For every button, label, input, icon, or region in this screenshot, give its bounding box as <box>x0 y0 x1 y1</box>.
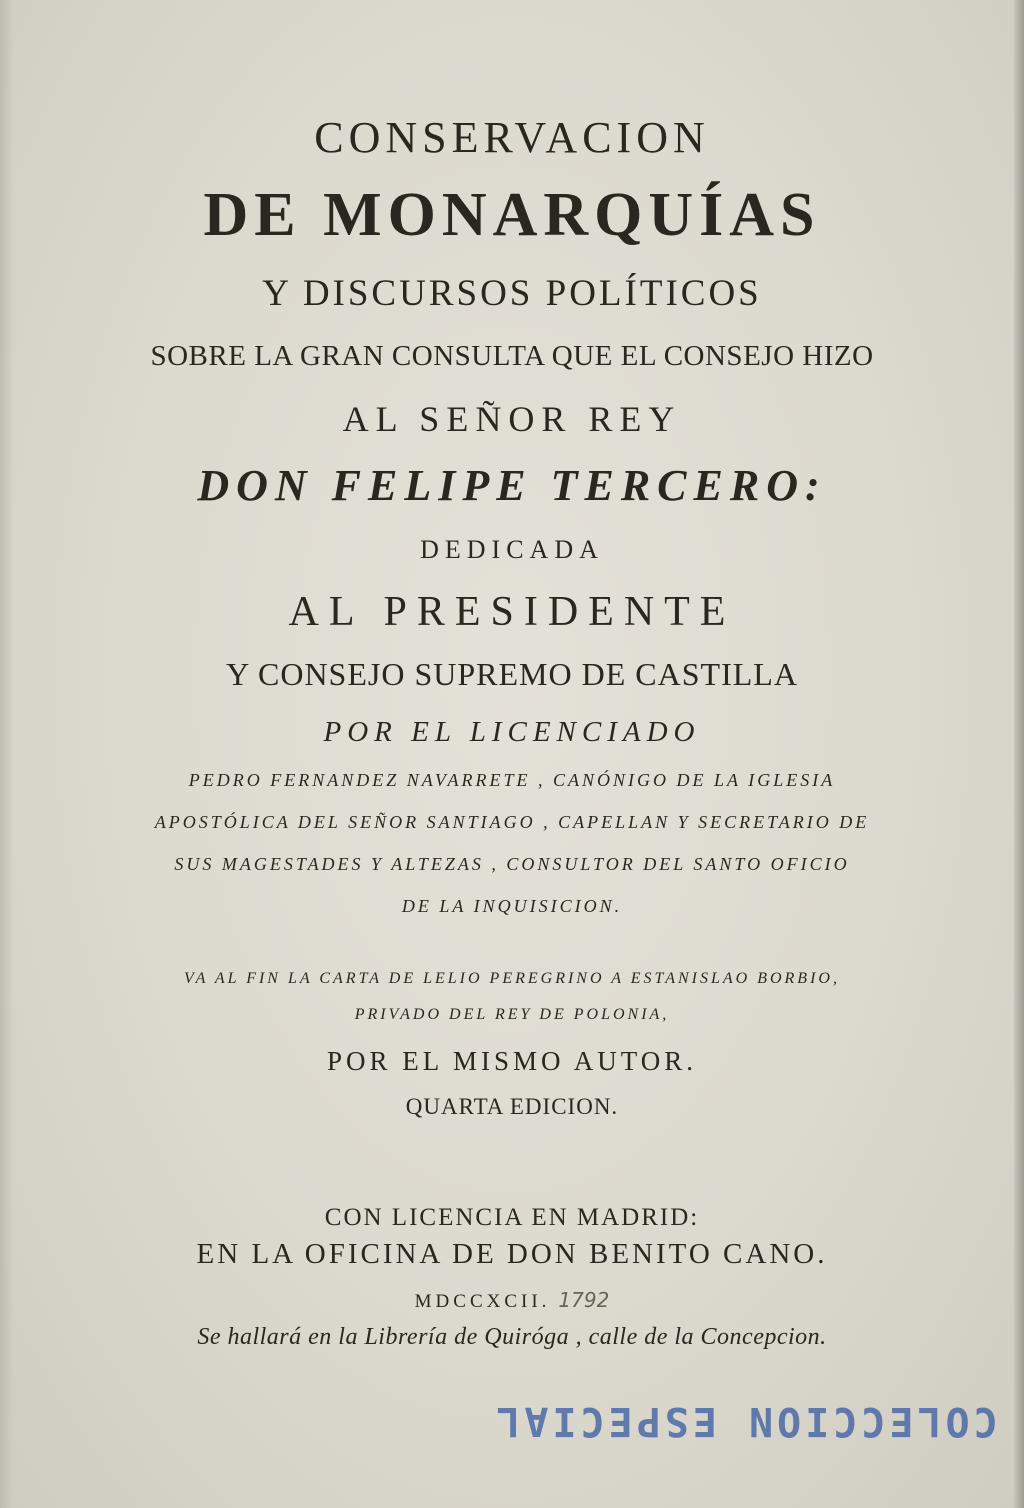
author-line-2: APOSTÓLICA DEL SEÑOR SANTIAGO , CAPELLAN Y SECRETARIO DE <box>154 812 870 832</box>
por-el-licenciado-line: POR EL LICENCIADO <box>323 716 701 748</box>
title-line-6: DON FELIPE TERCERO: <box>197 461 827 510</box>
year-handwritten: 1792 <box>558 1288 610 1312</box>
edicion-line: QUARTA EDICION. <box>405 1094 619 1119</box>
library-stamp: COLECCION ESPECIAL <box>492 1398 998 1444</box>
dedicada-line: DEDICADA <box>420 535 604 564</box>
consejo-line: Y CONSEJO SUPREMO DE CASTILLA <box>226 656 798 692</box>
title-line-3: Y DISCURSOS POLÍTICOS <box>262 273 762 314</box>
va-al-fin-line: VA AL FIN LA CARTA DE LELIO PEREGRINO A ESTANISLAO BORBIO, <box>184 970 840 987</box>
title-line-2: DE MONARQUÍAS <box>203 181 821 249</box>
author-line-4: DE LA INQUISICION. <box>401 896 623 916</box>
title-line-5: AL SEÑOR REY <box>342 399 682 439</box>
licencia-line: CON LICENCIA EN MADRID: <box>324 1204 700 1231</box>
title-line-1: CONSERVACION <box>314 113 710 162</box>
mismo-autor-line: POR EL MISMO AUTOR. <box>326 1046 698 1076</box>
author-line-1: PEDRO FERNANDEZ NAVARRETE , CANÓNIGO DE LA IGLESIA <box>188 770 836 790</box>
privado-line: PRIVADO DEL REY DE POLONIA, <box>354 1006 670 1023</box>
oficina-line: EN LA OFICINA DE DON BENITO CANO. <box>196 1238 828 1270</box>
year-roman: MDCCXCII. <box>414 1291 551 1312</box>
hallara-line: Se hallará en la Librería de Quiróga , calle de la Concepcion. <box>197 1324 827 1350</box>
al-presidente-line: AL PRESIDENTE <box>288 589 736 635</box>
page-spine-edge <box>1014 0 1024 1508</box>
title-line-4: SOBRE LA GRAN CONSULTA QUE EL CONSEJO HIZO <box>150 340 874 372</box>
imprint-year <box>0 1288 1024 1313</box>
author-line-3: SUS MAGESTADES Y ALTEZAS , CONSULTOR DEL SANTO OFICIO <box>174 854 850 874</box>
